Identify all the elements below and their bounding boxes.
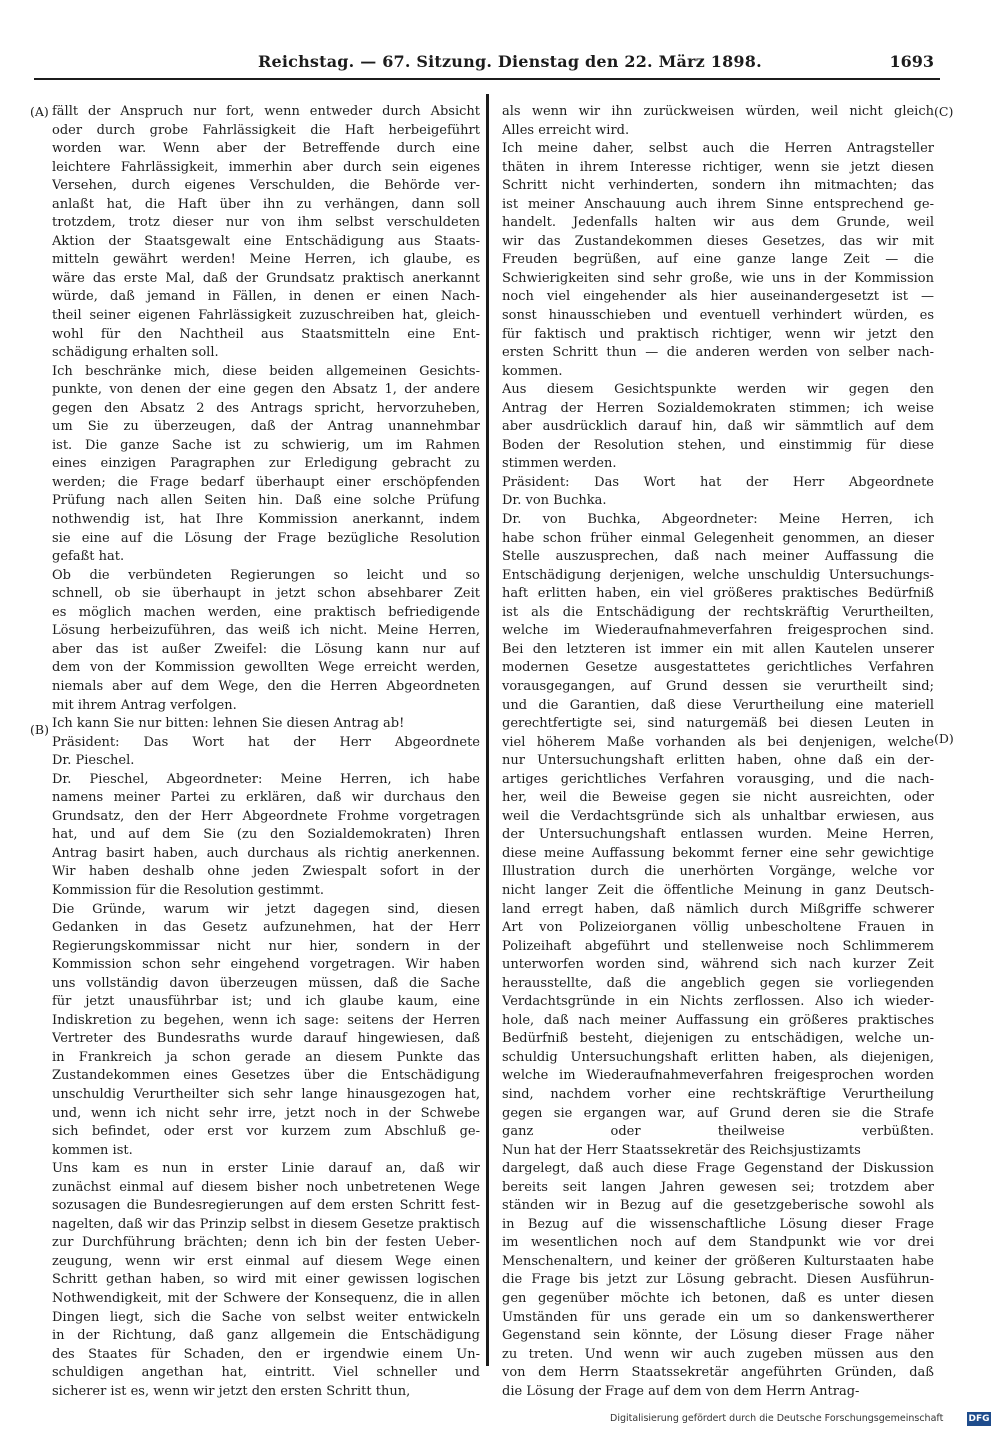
text-line: gegen sie ergangen war, auf Grund deren sie die Strafe [502,1105,934,1121]
text-line: Bei den letzteren ist immer ein mit allen Kautelen unserer [502,641,934,657]
text-line: Vertreter des Bundesraths wurde darauf hingewiesen, daß [52,1031,480,1047]
text-line: weil die Verdachtsgründe sich als unhaltbar erwiesen, aus [502,808,934,824]
text-line: Boden der Resolution stehen, und einstimmig für diese [502,437,934,453]
text-line: als wenn wir ihn zurückweisen würden, weil nicht gleich [502,104,934,119]
footer-credit: Digitalisierung gefördert durch die Deutsche Forschungsgemeinschaft [610,1413,944,1424]
text-line: Alles erreicht wird. [502,122,630,138]
margin-marker-d: (D) [934,731,954,746]
text-line: unschuldig Verurtheilter sich sehr lange hinausgezogen hat, [52,1086,480,1102]
text-line: Uns kam es nun in erster Linie darauf an, daß wir [52,1161,480,1177]
dfg-logo: DFG [968,1414,990,1424]
text-line: fällt der Anspruch nur fort, wenn entweder durch Absicht [52,104,480,119]
text-line: gefaßt hat. [52,549,125,565]
text-line: aber ausdrücklich darauf hin, daß wir sämmtlich auf dem [502,419,934,435]
text-line: ist. Die ganze Sache ist zu schwierig, um im Rahmen [52,437,480,453]
text-line: ständen wir in Bezug auf die gesetzgeberische sowohl als [502,1198,934,1214]
text-line: zeugung, wenn wir erst einmal auf diesem Wege einen [52,1253,480,1269]
text-line: haft erlitten haben, ein viel größeres praktisches Bedürfniß [502,586,934,602]
text-line: für faktisch und praktisch richtiger, wenn wir jetzt den [502,326,934,342]
text-line: dargelegt, daß auch diese Frage Gegenstand der Diskussion [502,1161,934,1177]
text-line: Verdachtsgründe in ein Nichts zerflossen. Also ich wieder- [502,994,934,1010]
text-line: Antrag basirt haben, auch durchaus als richtig anerkennen. [52,845,480,861]
text-line: Antrag der Herren Sozialdemokraten stimmen; ich weise [502,400,934,416]
text-line: Kommission für die Resolution gestimmt. [52,882,324,898]
text-line: wohl für den Nachtheil aus Staatsmitteln eine Ent- [52,326,480,342]
text-line: in der Richtung, daß ganz allgemein die Entschädigung [52,1328,480,1344]
text-line: um Sie zu überzeugen, daß der Antrag unannehmbar [52,419,480,435]
text-line: Schwierigkeiten sind sehr große, wie uns in der Kommission [502,270,934,286]
text-line: wäre das erste Mal, daß der Grundsatz praktisch anerkannt [52,270,480,286]
text-line: Versehen, durch eigenes Verschulden, die Behörde ver- [52,178,480,194]
text-line: handelt. Jedenfalls halten wir aus dem Grunde, weil [502,215,934,231]
text-line: Gedanken in das Gesetz aufzunehmen, hat der Herr [52,920,480,936]
text-line: Regierungskommissar nicht nur hier, sondern in der [52,938,480,954]
page-number: 1693 [889,52,934,71]
text-line: Umständen für uns gerade ein um so dankenswertherer [502,1309,934,1325]
text-line: noch viel eingehender als hier auseinandergesetzt ist — [502,289,934,305]
text-line: Schritt nicht verhinderten, sondern ihn mitmachten; das [502,178,934,194]
text-line: sicherer ist es, wenn wir jetzt den ersten Schritt thun, [52,1383,411,1399]
text-line: hat, und auf dem Sie (zu den Sozialdemokraten) Ihren [52,827,480,843]
text-line: worden war. Wenn aber der Betreffende durch eine [52,141,480,157]
text-line: sind, nachdem vorher eine rechtskräftige Verurtheilung [502,1086,934,1102]
right-column [502,103,934,1401]
text-line: diese meine Auffassung bekommt ferner eine sehr gewichtige [502,845,934,861]
text-line: Illustration durch die unerhörten Vorgänge, welche vor [502,864,934,880]
text-line: Aus diesem Gesichtspunkte werden wir gegen den [502,382,934,398]
text-line: hole, daß nach meiner Auffassung ein größeres praktisches [502,1012,934,1028]
text-line: eines einzigen Paragraphen zur Erledigung gebracht zu [52,456,480,472]
text-line: Entschädigung derjenigen, welche unschuldig Untersuchungs- [502,567,934,583]
running-header [258,52,934,78]
text-line: Ich kann Sie nur bitten: lehnen Sie diesen Antrag ab! [52,716,405,732]
text-line: anlaßt hat, die Haft über ihn zu verhängen, dann soll [52,196,480,212]
text-line: Menschenaltern, und keiner der größeren Kulturstaaten habe [502,1253,934,1269]
text-line: in Bezug auf die wissenschaftliche Lösung dieser Frage [502,1216,934,1232]
text-line: und die Garantien, daß diese Verurtheilung eine materiell [502,697,934,713]
text-line: aber das ist außer Zweifel: die Lösung kann nur auf [52,641,480,657]
text-line: des Staates für Schaden, den er irgendwie einem Un- [52,1346,480,1362]
text-line: schuldigen angethan hat, eintritt. Viel schneller und [52,1365,480,1381]
text-line: schädigung erhalten soll. [52,345,219,361]
text-line: Ich meine daher, selbst auch die Herren Antragsteller [502,141,934,157]
header-title: Reichstag. — 67. Sitzung. Dienstag den 22. März 1898. [258,52,762,71]
text-line: gerechtfertigte sei, sind naturgemäß bei diesen Leuten in [502,716,934,732]
text-line: werden; die Frage bedarf überhaupt einer erschöpfenden [52,474,480,490]
column-divider [486,94,489,1366]
text-line: Dr. Pieschel, Abgeordneter: Meine Herren, ich habe [52,771,480,787]
text-line: zur Durchführung brächten; denn ich bin der festen Ueber- [52,1235,480,1251]
text-line: die Lösung der Frage auf dem von dem Herrn Antrag- [502,1383,860,1399]
text-line: modernen Gesetze ausgestattetes gerichtliches Verfahren [502,660,934,676]
text-line: kommen. [502,363,563,379]
text-line: mitteln gewährt werden! Meine Herren, ich glaube, es [52,252,480,268]
margin-marker-c: (C) [934,104,954,119]
text-line: Dr. von Buchka. [502,493,607,509]
text-line: Ob die verbündeten Regierungen so leicht und so [52,567,480,583]
text-line: schnell, ob sie überhaupt in jetzt schon absehbarer Zeit [52,586,480,602]
text-line: welche im Wiederaufnahmeverfahren freigesprochen worden [502,1068,934,1084]
text-line: Nothwendigkeit, mit der Schwere der Konsequenz, die in allen [52,1291,480,1306]
text-line: theil seiner eigenen Fahrlässigkeit zuzuschreiben hat, gleich- [52,308,480,324]
text-line: ist meiner Anschauung auch ihrem Sinne entsprechend ge- [502,196,934,212]
text-line: würde, daß jemand in Fällen, in denen er einen Nach- [52,289,480,305]
text-line: Dingen liegt, sich die Sache von selbst weiter entwickeln [52,1309,480,1325]
text-line: von dem Herrn Staatssekretär angeführten Gründen, daß [502,1365,934,1381]
text-line: zunächst einmal auf diesem bisher noch unbetretenen Wege [52,1179,480,1195]
text-line: uns vollständig davon überzeugen müssen, daß die Sache [52,975,480,991]
text-line: unterworfen worden sind, während sich nach kurzer Zeit [502,957,934,973]
text-line: kommen ist. [52,1142,133,1158]
text-line: Schritt gethan haben, so wird mit einer gewissen logischen [52,1272,480,1288]
left-column [52,103,480,1401]
text-line: schuldig Untersuchungshaft erlitten haben, als diejenigen, [502,1049,934,1065]
text-line: sich befindet, oder erst vor kurzem zum Abschluß ge- [52,1124,480,1140]
text-line: punkte, von denen der eine gegen den Absatz 1, der andere [52,382,480,398]
text-line: wir das Zustandekommen dieses Gesetzes, das wir mit [502,233,934,249]
text-line: es möglich machen werden, eine praktisch befriedigende [52,604,480,620]
text-line: welche im Wiederaufnahmeverfahren freigesprochen sind. [502,623,934,639]
text-line: Stelle auszusprechen, daß nach meiner Auffassung die [502,549,934,565]
text-line: trotzdem, trotz dieser nur von ihm selbst verschuldeten [52,215,480,231]
text-line: viel höherem Maße vorhanden als bei denjenigen, welche [502,734,934,750]
text-line: im wesentlichen noch auf dem Standpunkt wie vor drei [502,1235,934,1251]
text-line: Ich beschränke mich, diese beiden allgemeinen Gesichts- [52,363,480,379]
text-line: oder durch grobe Fahrlässigkeit die Haft herbeigeführt [52,122,480,138]
text-line: leichtere Fahrlässigkeit, immerhin aber durch sein eigenes [52,159,480,175]
text-line: nur Untersuchungshaft erlitten haben, ohne daß ein der- [502,753,934,769]
margin-marker-a: (A) [30,104,49,119]
text-line: dem von der Kommission gewollten Wege erreicht werden, [52,660,480,676]
header-rule [34,78,940,80]
text-line: Zustandekommen eines Gesetzes über die Entschädigung [52,1068,480,1084]
text-line: sozusagen die Bundesregierungen auf dem ersten Schritt fest- [52,1198,480,1214]
text-line: gen gegenüber möchte ich betonen, daß es unter diesen [502,1291,934,1306]
text-line: zu treten. Und wenn wir auch zugeben müssen aus den [502,1346,934,1362]
text-line: in Frankreich ja schon gerade an diesem Punkte das [52,1049,480,1065]
text-line: Grundsatz, den der Herr Abgeordnete Frohme vorgetragen [52,808,480,824]
text-line: Dr. Pieschel. [52,753,135,769]
text-line: thäten in ihrem Interesse richtiger, wenn sie jetzt diesen [502,159,934,175]
text-line: ganz oder theilweise verbüßten. [502,1124,934,1140]
text-line: nicht langer Zeit die öffentliche Meinung in ganz Deutsch- [502,882,934,898]
text-line: nothwendig ist, hat Ihre Kommission anerkannt, indem [52,512,480,528]
text-line: land erregt haben, daß nämlich durch Mißgriffe schwerer [502,901,934,917]
text-line: Indiskretion zu begehen, wenn ich sage: seitens der Herren [52,1012,480,1028]
text-line: Wir haben deshalb ohne jeden Zwiespalt sofort in der [52,864,480,880]
text-line: Die Gründe, warum wir jetzt dagegen sind, diesen [52,901,480,917]
text-line: sie eine auf die Lösung der Frage bezügliche Resolution [52,530,480,546]
text-line: artiges gerichtliches Verfahren vorausging, und die nach- [502,771,934,787]
text-line: Gegenstand sein könnte, der Lösung dieser Frage näher [502,1328,934,1344]
text-line: Lösung herbeizuführen, das weiß ich nicht. Meine Herren, [52,623,480,639]
text-line: Prüfung nach allen Seiten hin. Daß eine solche Prüfung [52,493,480,509]
text-line: Nun hat der Herr Staatssekretär des Reichsjustizamts [502,1142,861,1158]
text-line: herausstellte, daß die angeblich gegen sie vorliegenden [502,975,934,991]
text-line: nagelten, daß wir das Prinzip selbst in diesem Gesetze praktisch [52,1216,480,1232]
text-line: vorausgegangen, auf Grund dessen sie verurtheilt sind; [502,678,934,694]
text-line: mit ihrem Antrag verfolgen. [52,697,237,713]
text-line: Art von Polizeiorganen völlig unbescholtene Frauen in [502,920,934,936]
text-line: Präsident: Das Wort hat der Herr Abgeordnete [52,734,480,750]
text-line: für jetzt unausführbar ist; und ich glaube kaum, eine [52,994,480,1010]
text-line: Bedürfniß besteht, diejenigen zu entschädigen, welche un- [502,1031,934,1047]
text-line: bereits seit langen Jahren gewesen sei; trotzdem aber [502,1179,934,1195]
text-line: habe schon früher einmal Gelegenheit genommen, an dieser [502,530,934,546]
text-line: Polizeihaft abgeführt und stellenweise noch Schlimmerem [502,938,934,954]
text-line: namens meiner Partei zu erklären, daß wir durchaus den [52,790,480,806]
text-line: die Frage bis jetzt zur Lösung gebracht. Diesen Ausführun- [502,1272,934,1288]
text-line: ist als die Entschädigung der rechtskräftig Verurtheilten, [502,604,934,620]
text-line: Dr. von Buchka, Abgeordneter: Meine Herren, ich [502,512,934,528]
text-line: Aktion der Staatsgewalt eine Entschädigung aus Staats- [52,233,480,249]
text-line: Freuden begrüßen, auf eine ganze lange Zeit — die [502,252,934,268]
footer [610,1411,995,1429]
text-line: ersten Schritt thun — die anderen werden von selber nach- [502,345,934,361]
text-line: niemals aber auf dem Wege, den die Herren Abgeordneten [52,678,480,694]
text-line: stimmen werden. [502,456,617,472]
text-line: Kommission schon sehr eingehend vorgetragen. Wir haben [52,957,480,973]
margin-marker-b: (B) [30,722,49,737]
text-line: Präsident: Das Wort hat der Herr Abgeordnete [502,474,934,490]
text-line: sonst hinausschieben und eventuell verhindert würden, es [502,308,934,324]
text-line: und, wenn ich nicht sehr irre, jetzt noch in der Schwebe [52,1105,480,1121]
text-line: der Untersuchungshaft entlassen wurden. Meine Herren, [502,827,934,843]
text-line: gegen den Absatz 2 des Antrags spricht, hervorzuheben, [52,400,480,416]
text-line: her, weil die Beweise gegen sie nicht ausreichten, oder [502,790,934,806]
